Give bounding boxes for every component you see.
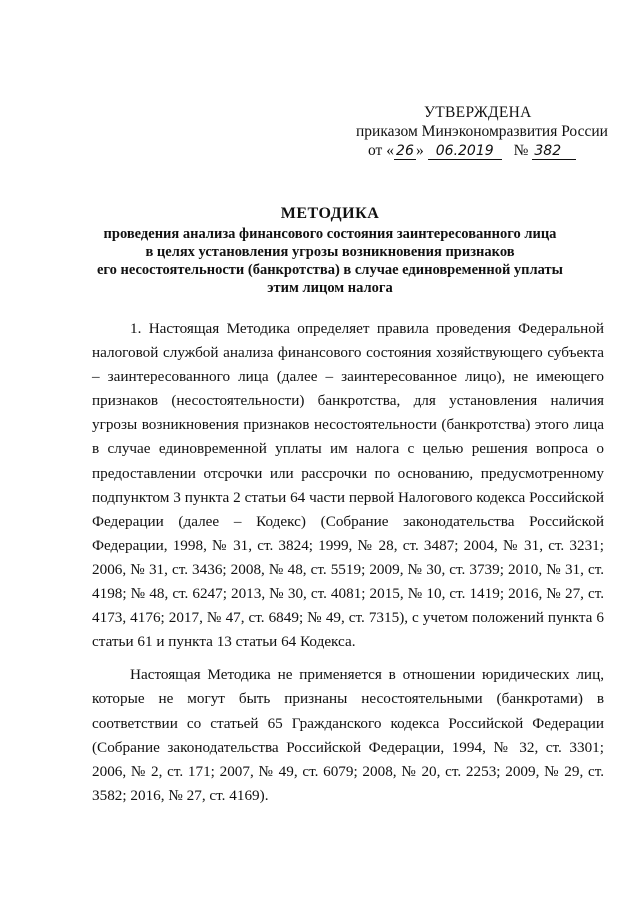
date-prefix: от «: [368, 142, 394, 159]
date-mid: »: [415, 142, 424, 159]
approval-date-line: [340, 141, 610, 160]
handwritten-month-year: 06.2019: [428, 144, 502, 160]
document-title: МЕТОДИКА: [280, 205, 380, 222]
document-body: [92, 317, 604, 808]
number-prefix: №: [513, 142, 529, 159]
subtitle-line: в целях установления угрозы возникновения признаков: [145, 244, 515, 260]
approval-order-text: приказом Минэкономразвития России: [356, 123, 608, 140]
subtitle-line: проведения анализа финансового состояния заинтересованного лица: [103, 226, 557, 242]
paragraph-1: 1. Настоящая Методика определяет правила проведения Федеральной налоговой службой анализа финансового состояния хозяйствующего субъекта – заинтересованного лица (далее – заинтересованное лицо), не имеющего признаков (несостоятельности) банкротства, для установления наличия угрозы возникновения признаков несостоятельности (банкротства) этого лица в случае единовременной уплаты им налога с целью решения вопроса о предоставлении отсрочки или рассрочки по основанию, предусмотренному подпунктом 3 пункта 2 статьи 64 части первой Налогового кодекса Российской Федерации (далее – Кодекс) (Собрание законодательства Российской Федерации, 1998, № 31, ст. 3824; 1999, № 28, ст. 3487; 2004, № 31, ст. 3231; 2006, № 31, ст. 3436; 2008, № 48, ст. 5519; 2009, № 30, ст. 3739; 2010, № 31, ст. 4198; № 48, ст. 6247; 2013, № 30, ст. 4081; 2015, № 10, ст. 1419; 2016, № 27, ст. 4173, 4176; 2017, № 47, ст. 6849; № 49, ст. 7315), с учетом положений пункта 6 статьи 61 и пункта 13 статьи 64 Кодекса.: [92, 320, 604, 651]
handwritten-day: 26: [394, 144, 416, 160]
handwritten-number: 382: [532, 144, 576, 160]
subtitle-line: этим лицом налога: [267, 280, 393, 296]
subtitle-line: его несостоятельности (банкротства) в случае единовременной уплаты: [96, 262, 563, 278]
document-title-block: [80, 205, 580, 297]
approval-title: УТВЕРЖДЕНА: [424, 104, 532, 121]
approval-stamp: [340, 103, 610, 160]
paragraph-2: Настоящая Методика не применяется в отношении юридических лиц, которые не могут быть признаны несостоятельными (банкротами) в соответствии со статьей 65 Гражданского кодекса Российской Федерации (Собрание законодательства Российской Федерации, 1994, № 32, ст. 3301; 2006, № 2, ст. 171; 2007, № 49, ст. 6079; 2008, № 20, ст. 2253; 2009, № 29, ст. 3582; 2016, № 27, ст. 4169).: [92, 666, 604, 804]
